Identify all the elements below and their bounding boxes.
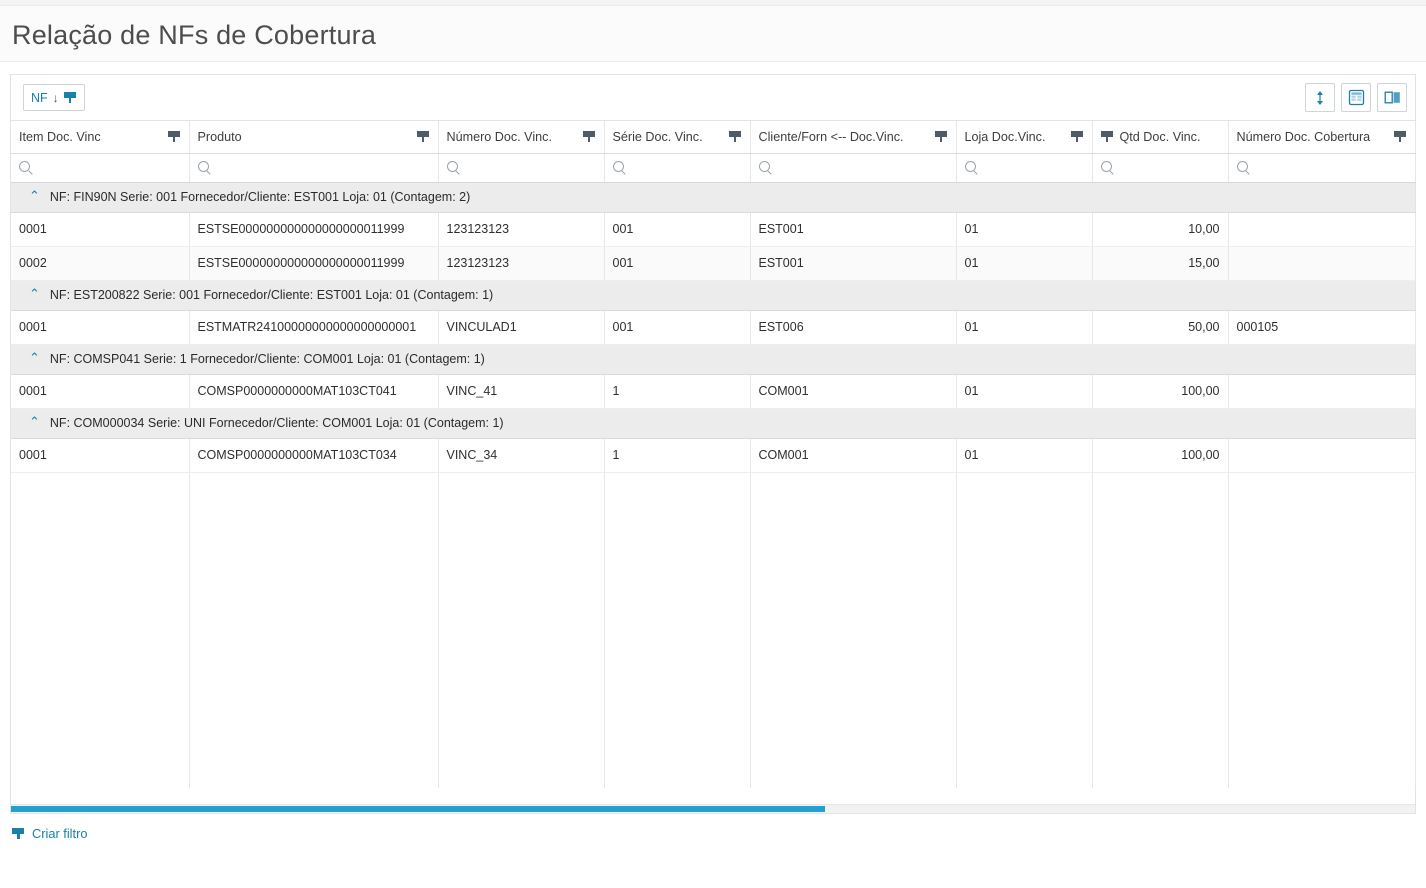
filler-cell: [1228, 472, 1415, 788]
cell-qtd: 50,00: [1092, 310, 1228, 344]
filler-cell: [11, 472, 189, 788]
group-header-row[interactable]: [11, 280, 1415, 310]
search-icon[interactable]: [19, 161, 30, 172]
column-header-qtd-doc-vinc[interactable]: [1092, 121, 1228, 153]
column-header-label: Número Doc. Vinc.: [446, 129, 552, 144]
cell-numero-vinc: 123123123: [438, 246, 604, 280]
search-cell-qtd-doc-vinc[interactable]: [1092, 153, 1228, 182]
search-cell-numero-doc-vinc[interactable]: [438, 153, 604, 182]
cell-numero-vinc: VINC_41: [438, 374, 604, 408]
create-filter-label: Criar filtro: [32, 826, 88, 841]
page-title: Relação de NFs de Cobertura: [0, 6, 1426, 61]
sort-chip-nf[interactable]: [23, 84, 85, 111]
group-header-label: NF: FIN90N Serie: 001 Fornecedor/Cliente: EST001 Loja: 01 (Contagem: 2): [49, 190, 471, 204]
filler-cell: [956, 472, 1092, 788]
search-icon[interactable]: [759, 161, 770, 172]
search-icon[interactable]: [613, 161, 624, 172]
cell-numero-vinc: VINC_34: [438, 438, 604, 472]
table-row[interactable]: [11, 310, 1415, 344]
table-row[interactable]: [11, 212, 1415, 246]
cell-numero-cobertura: [1228, 246, 1415, 280]
export-excel-button[interactable]: [1341, 83, 1371, 112]
column-header-item-doc-vinc[interactable]: [11, 121, 189, 153]
column-header-cliente-forn-doc-vinc[interactable]: [750, 121, 956, 153]
scrollbar-thumb[interactable]: [11, 806, 825, 812]
cell-serie-vinc: 001: [604, 212, 750, 246]
cell-numero-cobertura: [1228, 438, 1415, 472]
horizontal-scrollbar[interactable]: [11, 804, 1415, 813]
column-header-label: Número Doc. Cobertura: [1236, 129, 1371, 144]
cell-qtd: 100,00: [1092, 438, 1228, 472]
group-header-cell[interactable]: [11, 344, 1415, 374]
sort-chip-label: NF: [31, 90, 48, 105]
cell-serie-vinc: 1: [604, 438, 750, 472]
grid-panel: [10, 74, 1416, 814]
cell-item: 0001: [11, 374, 189, 408]
cell-cliente-forn: COM001: [750, 438, 956, 472]
nf-coverage-table: [11, 121, 1416, 788]
group-header-cell[interactable]: [11, 280, 1415, 310]
cell-numero-cobertura: [1228, 374, 1415, 408]
search-cell-produto[interactable]: [189, 153, 438, 182]
funnel-icon[interactable]: [583, 130, 596, 143]
group-header-label: NF: EST200822 Serie: 001 Fornecedor/Cliente: EST001 Loja: 01 (Contagem: 1): [49, 288, 494, 302]
column-header-numero-doc-vinc[interactable]: [438, 121, 604, 153]
column-header-label: Item Doc. Vinc: [19, 129, 101, 144]
column-header-label: Qtd Doc. Vinc.: [1119, 129, 1201, 144]
group-header-label: NF: COM000034 Serie: UNI Fornecedor/Cliente: COM001 Loja: 01 (Contagem: 1): [49, 416, 504, 430]
cell-serie-vinc: 1: [604, 374, 750, 408]
group-header-label: NF: COMSP041 Serie: 1 Fornecedor/Cliente: COM001 Loja: 01 (Contagem: 1): [49, 352, 485, 366]
column-header-loja-doc-vinc[interactable]: [956, 121, 1092, 153]
cell-numero-cobertura: 000105: [1228, 310, 1415, 344]
table-row[interactable]: [11, 374, 1415, 408]
table-header-row: [11, 121, 1415, 153]
table-row[interactable]: [11, 246, 1415, 280]
cell-numero-vinc: 123123123: [438, 212, 604, 246]
funnel-icon[interactable]: [1101, 130, 1114, 143]
column-search-row: [11, 153, 1415, 182]
cell-item: 0001: [11, 212, 189, 246]
cell-serie-vinc: 001: [604, 310, 750, 344]
cell-cliente-forn: EST001: [750, 246, 956, 280]
cell-serie-vinc: 001: [604, 246, 750, 280]
table-body: [11, 182, 1415, 788]
search-icon[interactable]: [447, 161, 458, 172]
resize-rows-button[interactable]: [1305, 83, 1335, 112]
search-cell-item-doc-vinc[interactable]: [11, 153, 189, 182]
cell-loja: 01: [956, 438, 1092, 472]
cell-loja: 01: [956, 310, 1092, 344]
funnel-icon[interactable]: [1394, 130, 1407, 143]
cell-loja: 01: [956, 246, 1092, 280]
empty-grid-space: [11, 472, 1415, 788]
search-cell-serie-doc-vinc[interactable]: [604, 153, 750, 182]
cell-item: 0002: [11, 246, 189, 280]
cell-cliente-forn: EST006: [750, 310, 956, 344]
column-header-produto[interactable]: [189, 121, 438, 153]
filler-cell: [750, 472, 956, 788]
cell-qtd: 15,00: [1092, 246, 1228, 280]
search-icon[interactable]: [965, 161, 976, 172]
create-filter-link[interactable]: [0, 814, 1426, 841]
cell-produto: ESTMATR24100000000000000000001: [189, 310, 438, 344]
cell-cliente-forn: EST001: [750, 212, 956, 246]
funnel-icon[interactable]: [168, 130, 181, 143]
group-header-row[interactable]: [11, 408, 1415, 438]
cell-produto: COMSP0000000000MAT103CT034: [189, 438, 438, 472]
funnel-icon[interactable]: [729, 130, 742, 143]
chevron-up-icon[interactable]: ⌃: [29, 286, 40, 301]
column-layout-button[interactable]: [1377, 83, 1407, 112]
column-header-label: Loja Doc.Vinc.: [964, 129, 1046, 144]
filler-cell: [438, 472, 604, 788]
sort-direction-icon: ↓: [52, 90, 59, 105]
column-header-numero-doc-cobertura[interactable]: [1228, 121, 1415, 153]
column-header-label: Produto: [197, 129, 242, 144]
cell-loja: 01: [956, 374, 1092, 408]
cell-loja: 01: [956, 212, 1092, 246]
filler-cell: [189, 472, 438, 788]
title-divider: [0, 61, 1426, 62]
cell-numero-vinc: VINCULAD1: [438, 310, 604, 344]
group-header-cell[interactable]: [11, 182, 1415, 212]
cell-produto: ESTSE000000000000000000011999: [189, 246, 438, 280]
column-header-label: Cliente/Forn <-- Doc.Vinc.: [758, 129, 904, 144]
funnel-icon[interactable]: [935, 130, 948, 143]
column-header-serie-doc-vinc[interactable]: [604, 121, 750, 153]
toolbar-buttons: [1305, 83, 1407, 112]
group-header-row[interactable]: [11, 182, 1415, 212]
table-row[interactable]: [11, 438, 1415, 472]
grid-toolbar: [11, 75, 1415, 121]
funnel-icon: [12, 827, 25, 840]
group-header-cell[interactable]: [11, 408, 1415, 438]
cell-item: 0001: [11, 310, 189, 344]
cell-item: 0001: [11, 438, 189, 472]
search-icon[interactable]: [1237, 161, 1248, 172]
chevron-up-icon[interactable]: ⌃: [29, 350, 40, 365]
filler-cell: [604, 472, 750, 788]
cell-cliente-forn: COM001: [750, 374, 956, 408]
filler-cell: [1092, 472, 1228, 788]
search-cell-numero-doc-cobertura[interactable]: [1228, 153, 1415, 182]
group-header-row[interactable]: [11, 344, 1415, 374]
search-cell-cliente-forn[interactable]: [750, 153, 956, 182]
funnel-icon[interactable]: [1071, 130, 1084, 143]
search-icon[interactable]: [1101, 161, 1112, 172]
cell-numero-cobertura: [1228, 212, 1415, 246]
search-cell-loja-doc-vinc[interactable]: [956, 153, 1092, 182]
cell-qtd: 10,00: [1092, 212, 1228, 246]
funnel-icon[interactable]: [64, 91, 77, 104]
funnel-icon[interactable]: [417, 130, 430, 143]
column-header-label: Série Doc. Vinc.: [612, 129, 703, 144]
cell-qtd: 100,00: [1092, 374, 1228, 408]
cell-produto: COMSP0000000000MAT103CT041: [189, 374, 438, 408]
search-icon[interactable]: [198, 161, 209, 172]
chevron-up-icon[interactable]: ⌃: [29, 188, 40, 203]
cell-produto: ESTSE000000000000000000011999: [189, 212, 438, 246]
chevron-up-icon[interactable]: ⌃: [29, 414, 40, 429]
